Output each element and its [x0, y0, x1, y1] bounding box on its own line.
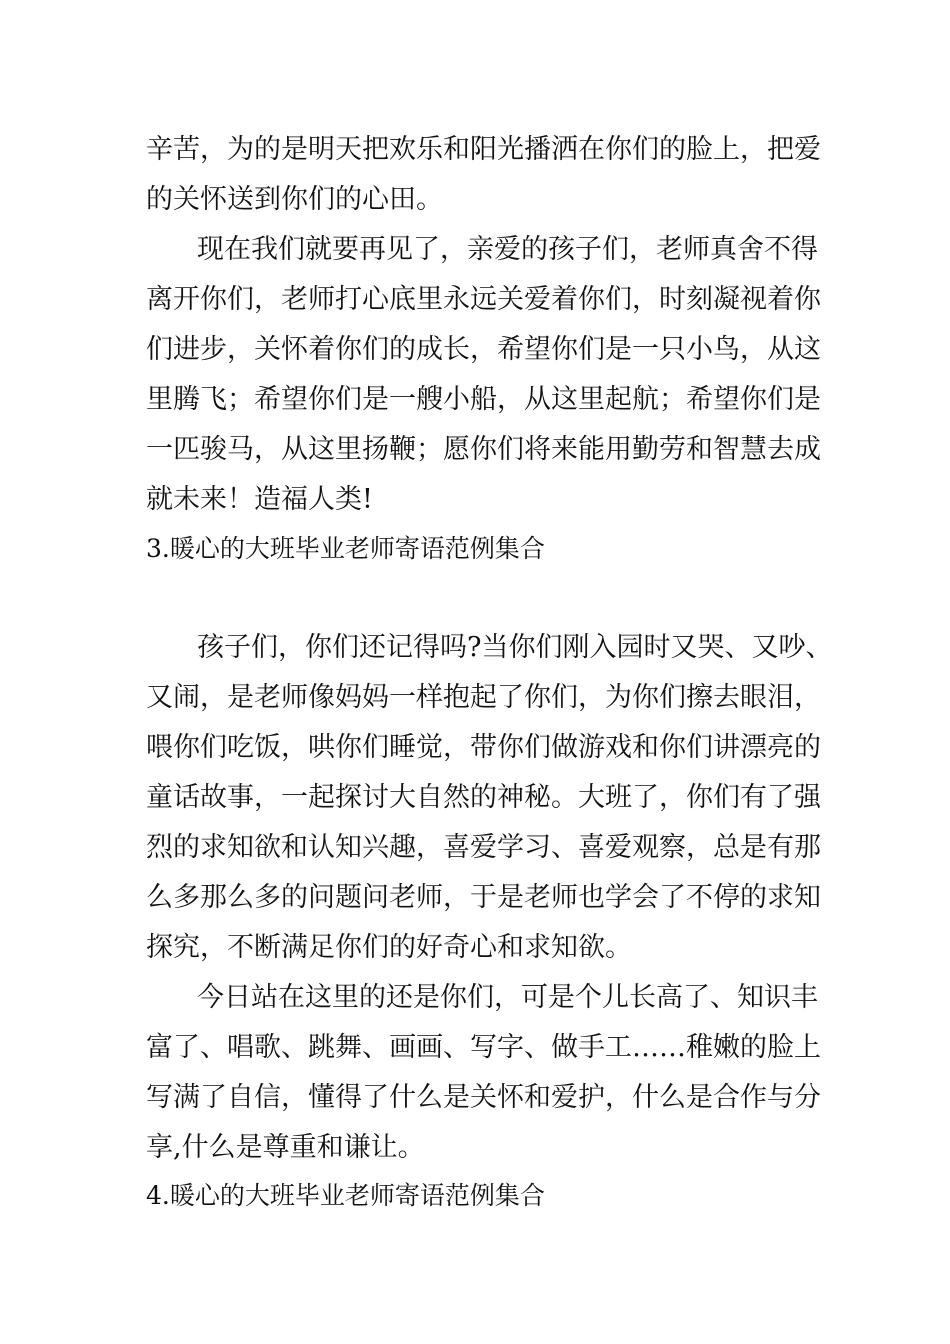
paragraph-line: 就未来！造福人类! — [146, 484, 373, 515]
section-heading: 4.暖心的大班毕业老师寄语范例集合 — [146, 1181, 545, 1210]
paragraph-line: 们进步，关怀着你们的成长，希望你们是一只小鸟，从这 — [146, 334, 821, 365]
paragraph-line: 孩子们，你们还记得吗?当你们刚入园时又哭、又吵、 — [197, 632, 833, 663]
paragraph-line: 写满了自信，懂得了什么是关怀和爱护，什么是合作与分 — [146, 1082, 821, 1113]
paragraph-line: 离开你们，老师打心底里永远关爱着你们，时刻凝视着你 — [146, 284, 821, 315]
paragraph-line: 享,什么是尊重和谦让。 — [146, 1132, 425, 1163]
paragraph-line: 的关怀送到你们的心田。 — [146, 184, 443, 215]
paragraph-line: 富了、唱歌、跳舞、画画、写字、做手工……稚嫩的脸上 — [146, 1032, 821, 1063]
paragraph-line: 探究，不断满足你们的好奇心和求知欲。 — [146, 932, 632, 963]
section-heading: 3.暖心的大班毕业老师寄语范例集合 — [146, 534, 545, 563]
paragraph-line: 里腾飞；希望你们是一艘小船，从这里起航；希望你们是 — [146, 384, 821, 415]
paragraph-line: 烈的求知欲和认知兴趣，喜爱学习、喜爱观察，总是有那 — [146, 832, 821, 863]
paragraph-line: 辛苦，为的是明天把欢乐和阳光播洒在你们的脸上，把爱 — [146, 134, 821, 165]
paragraph-line: 又闹，是老师像妈妈一样抱起了你们，为你们擦去眼泪， — [146, 682, 821, 713]
paragraph-line: 一匹骏马，从这里扬鞭；愿你们将来能用勤劳和智慧去成 — [146, 434, 821, 465]
paragraph-line: 么多那么多的问题问老师，于是老师也学会了不停的求知 — [146, 882, 821, 913]
paragraph-line: 现在我们就要再见了，亲爱的孩子们，老师真舍不得 — [197, 234, 818, 265]
paragraph-line: 童话故事，一起探讨大自然的神秘。大班了，你们有了强 — [146, 782, 821, 813]
paragraph-line: 喂你们吃饭，哄你们睡觉，带你们做游戏和你们讲漂亮的 — [146, 732, 821, 763]
paragraph-line: 今日站在这里的还是你们，可是个儿长高了、知识丰 — [197, 982, 818, 1013]
